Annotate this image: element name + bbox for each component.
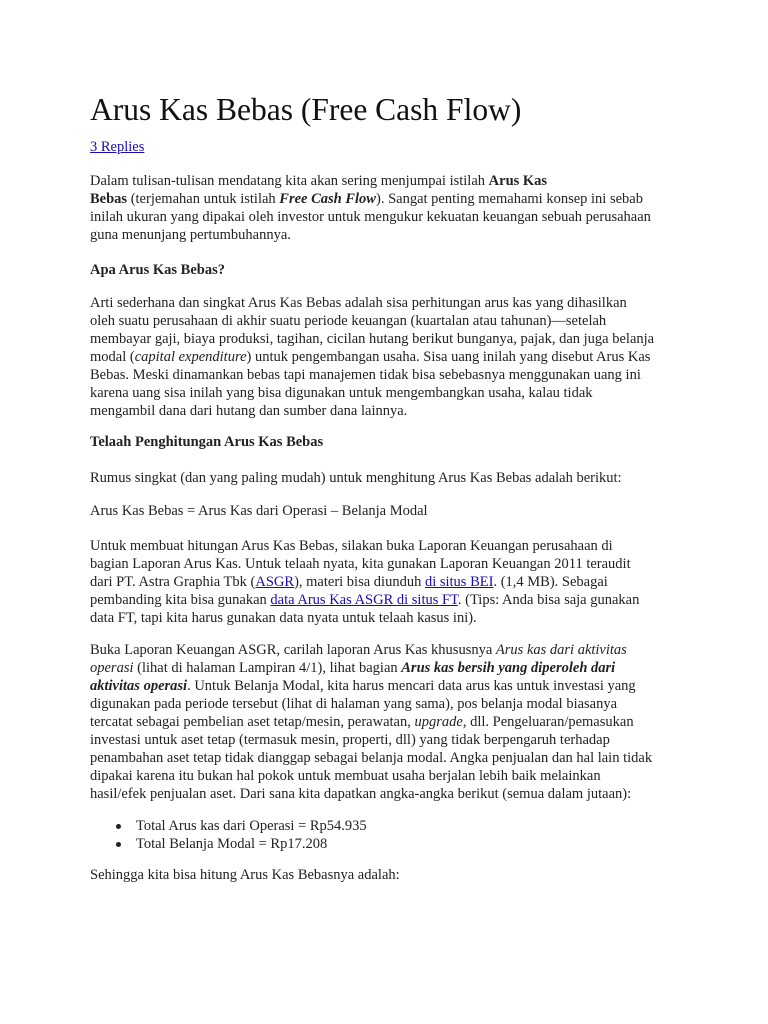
replies-link[interactable]: 3 Replies: [90, 139, 145, 155]
asgr-link[interactable]: ASGR: [255, 574, 295, 590]
section-heading-telaah: Telaah Penghitungan Arus Kas Bebas: [90, 434, 324, 450]
totals-list: [90, 817, 690, 853]
intro-paragraph: Dalam tulisan-tulisan mendatang kita akan sering menjumpai istilah Arus Kas Bebas (terjemahan untuk istilah Free Cash Flow). Sangat penting memahami konsep ini sebab inilah ukuran yang dipakai oleh investor untuk mengukur kekuatan keuangan sebuah perusahaan guna menunjang pertumbuhannya.: [90, 173, 651, 243]
formula-intro-paragraph: Rumus singkat (dan yang paling mudah) untuk menghitung Arus Kas Bebas adalah berikut:: [90, 470, 622, 486]
list-item: Total Arus kas dari Operasi = Rp54.935: [90, 817, 690, 835]
instructions-paragraph: Untuk membuat hitungan Arus Kas Bebas, silakan buka Laporan Keuangan perusahaan di bagian Laporan Arus Kas. Untuk telaah nyata, kita gunakan Laporan Keuangan 2011 teraudit dari PT. Astra Graphia Tbk (ASGR), materi bisa diunduh di situs BEI. (1,4 MB). Sebagai pembanding kita bisa gunakan data Arus Kas ASGR di situs FT. (Tips: Anda bisa saja gunakan data FT, tapi kita harus gunakan data nyata untuk telaah kasus ini).: [90, 538, 640, 626]
ft-data-link[interactable]: data Arus Kas ASGR di situs FT: [270, 592, 458, 608]
bei-link[interactable]: di situs BEI: [424, 574, 494, 590]
definition-paragraph: Arti sederhana dan singkat Arus Kas Bebas adalah sisa perhitungan arus kas yang dihasilkan oleh suatu perusahaan di akhir suatu periode keuangan (kuartalan atau tahunan)—setelah membayar gaji, biaya produksi, tagihan, cicilan hutang berikut bunganya, pajak, dan juga belanja modal (capital expenditure) untuk pengembangan usaha. Sisa uang inilah yang disebut Arus Kas Bebas. Meski dinamankan bebas tapi manajemen tidak bisa sebebasnya menggunakan uang ini karena uang sisa inilah yang bisa digunakan untuk mengembangkan usaha, kalau tidak mengambil dana dari hutang dan sumber dana lainnya.: [90, 295, 655, 419]
list-item: Total Belanja Modal = Rp17.208: [90, 835, 690, 853]
formula-line: Arus Kas Bebas = Arus Kas dari Operasi – Belanja Modal: [90, 503, 428, 519]
conclusion-paragraph: Sehingga kita bisa hitung Arus Kas Bebasnya adalah:: [90, 867, 400, 883]
report-paragraph: Buka Laporan Keuangan ASGR, carilah laporan Arus Kas khususnya Arus kas dari aktivitas operasi (lihat di halaman Lampiran 4/1), lihat bagian Arus kas bersih yang diperoleh dari aktivitas operasi. Untuk Belanja Modal, kita harus mencari data arus kas untuk investasi yang digunakan pada periode tersebut (lihat di halaman yang sama), pos belanja modal biasanya tercatat sebagai pembelian aset tetap/mesin, perawatan, upgrade, dll. Pengeluaran/pemasukan investasi untuk aset tetap (termasuk mesin, properti, dll) yang tidak berpengaruh terhadap penambahan aset tetap tidak dianggap sebagai belanja modal. Angka penjualan dan hal lain tidak dipakai karena itu bukan hal pokok untuk membuat usaha berjalan lebih baik melainkan hasil/efek penjualan aset. Dari sana kita dapatkan angka-angka berikut (semua dalam jutaan):: [90, 642, 653, 802]
page-title: Arus Kas Bebas (Free Cash Flow): [90, 92, 522, 127]
section-heading-apa: Apa Arus Kas Bebas?: [90, 262, 225, 278]
